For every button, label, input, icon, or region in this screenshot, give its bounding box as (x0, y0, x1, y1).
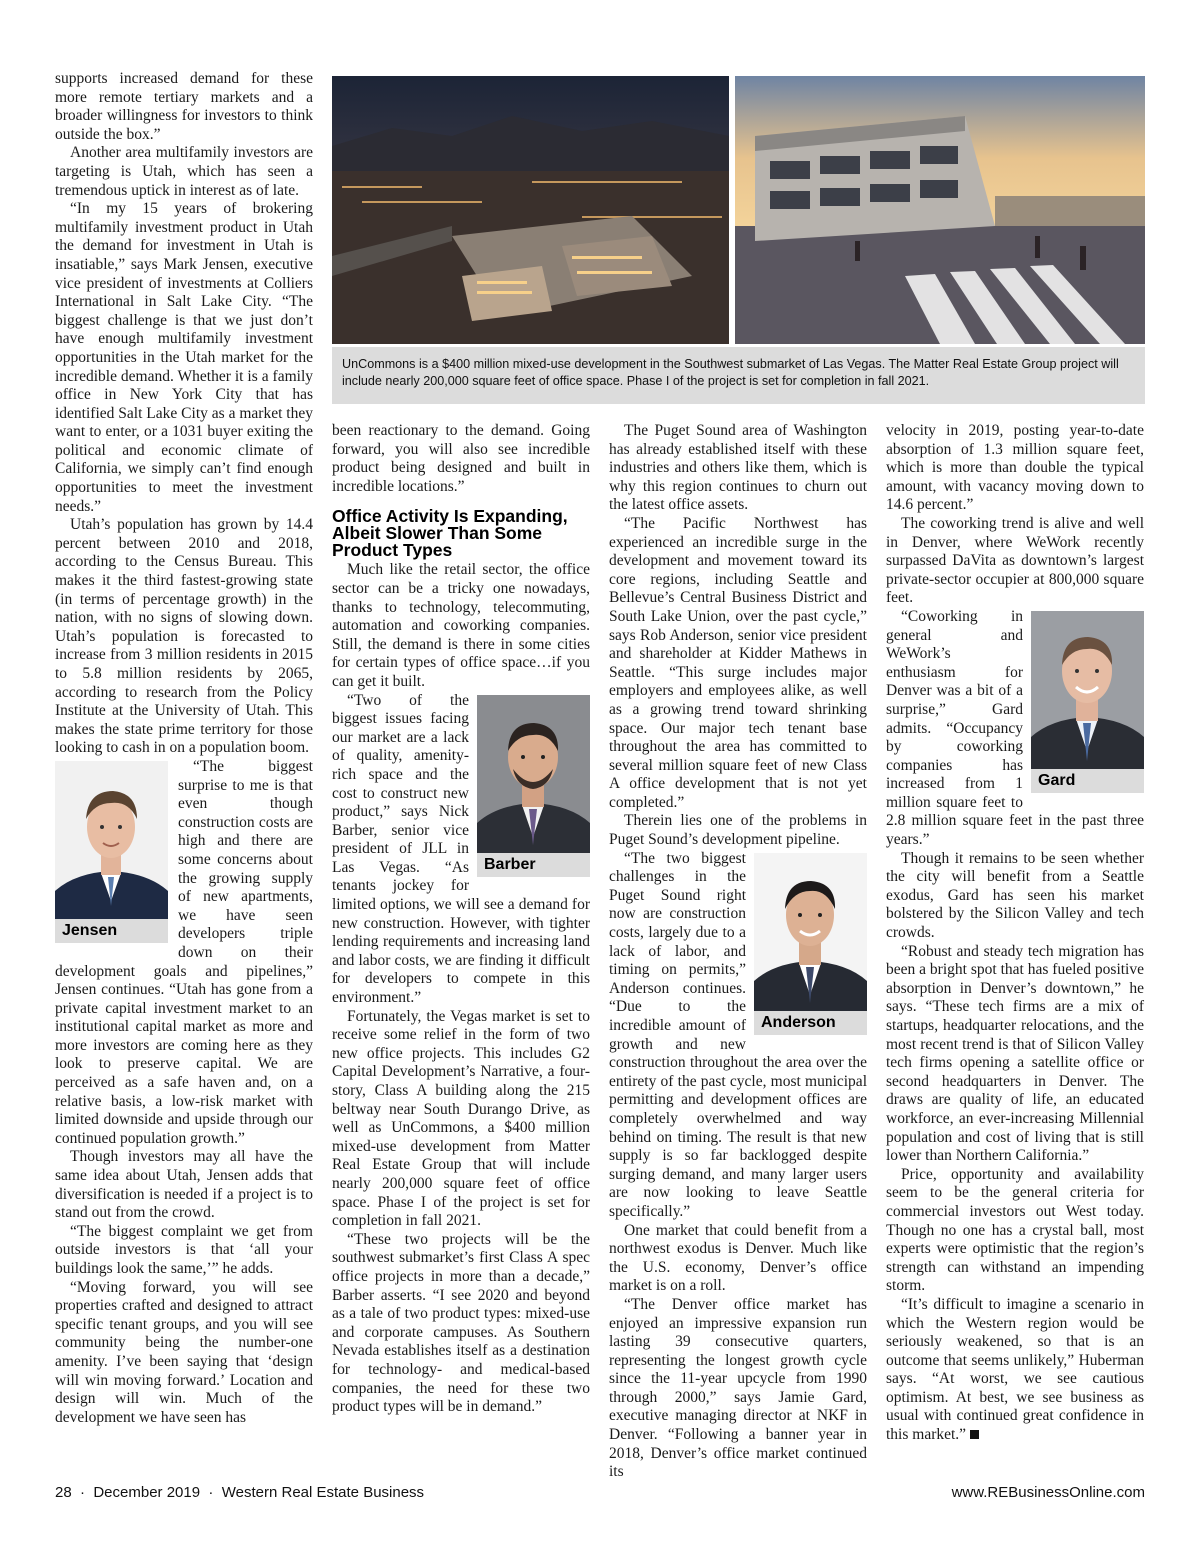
footer-folio: 28 · December 2019 · Western Real Estate Business (55, 1484, 425, 1501)
paragraph: “Robust and steady tech migration has been a bright spot that has fueled positive absorption in Denver’s downtown,” he says. “These tech firms are a mix of startups, headquarter relocations, and the most recent trend is that of Silicon Valley tech firms opening a satellite office or second headquarters in Denver. The draws are quality of life, an educated workforce, an ever-increasing Millennial population and cost of living that is still lower than Northern California.” (886, 942, 1144, 1165)
uncommons-street-rendering (735, 76, 1145, 344)
paragraph: “Moving forward, you will see properties crafted and designed to attract specific tenant groups, and you will see community being the number-one amenity. I’ve been saying that ‘design will win moving forward.’ Location and design will win. Much of the development we have seen has (55, 1278, 313, 1426)
paragraph: been reactionary to the demand. Going forward, you will also see incredible product being designed and built in incredible locations.” (332, 422, 590, 495)
paragraph: “Coworking in general and WeWork’s enthusiasm for Denver was a bit of a surprise,” Gard admits. “Occupancy by coworking companies has increased from 1 million square feet to 2.8 million square feet in the past three years.” (886, 607, 1144, 849)
paragraph: “Two of the biggest issues facing our market are a lack of quality, amenity-rich space and the cost to construct new product,” says Nick Barber, senior vice president of JLL in Las Vegas. “As tenants jockey for limited options, we will see a demand for new construction. However, with tighter lending requirements and increasing land and labor costs, we are finding it difficult for developers to compete in this environment.” (332, 691, 590, 1007)
paragraph: Another area multifamily investors are targeting is Utah, which has seen a tremendous uptick in interest as of late. (55, 144, 313, 199)
article-column-1 (55, 70, 313, 1427)
paragraph: Utah’s population has grown by 14.4 percent between 2010 and 2018, according to the Census Bureau. This makes it the third fastest-growing state (in terms of percentage growth) in the nation, with no signs of slowing down. Utah’s population is forecasted to increase from 3 million residents in 2015 to 5.8 million residents by 2065, according to research from the Policy Institute at the University of Utah. This makes the state prime territory for those looking to cash in on a population boom. (55, 516, 313, 757)
jensen-portrait (55, 761, 168, 919)
paragraph: Though investors may all have the same idea about Utah, Jensen adds that diversification is needed if a project is to stand out from the crowd. (55, 1148, 313, 1222)
headshot-label-barber: Barber (477, 853, 590, 877)
paragraph-final (886, 1296, 1144, 1445)
paragraph: Fortunately, the Vegas market is set to receive some relief in the form of two new office projects. This includes G2 Capital Development’s Narrative, a four-story, Class A building along the 215 beltway near South Durango Drive, as well as UnCommons, a $400 million mixed-use development from Matter Real Estate Group that will include nearly 200,000 square feet of office space. Phase I of the project is set for completion in fall 2021. (332, 1007, 590, 1230)
paragraph: One market that could benefit from a northwest exodus is Denver. Much like the U.S. economy, Denver’s office market is on a roll. (609, 1221, 867, 1295)
headshot-label-jensen: Jensen (55, 919, 168, 943)
headshot-label-gard: Gard (1031, 769, 1144, 793)
headshot-anderson (754, 853, 867, 1035)
paragraph: “In my 15 years of brokering multifamily investment product in Utah the demand for investment in Utah is insatiable,” says Mark Jensen, executive vice president of investments at Colliers International in Salt Lake City. “The biggest challenge is that we just don’t have enough multifamily investment opportunities in the Utah market for the incredible demand. Whether it is a family office in New York City that has identified Salt Lake City as a market they want to enter, or a 1031 buyer exiting the political and economic climate of California, we simply can’t find enough opportunities to meet the investment needs.” (55, 200, 313, 515)
paragraph: Much like the retail sector, the office sector can be a tricky one nowadays, thanks to technology, telecommuting, automation and coworking companies. Still, the demand is there in some cities for certain types of office space…if you can get it built. (332, 561, 590, 690)
gard-portrait (1031, 611, 1144, 769)
article-column-2 (332, 422, 590, 1417)
anderson-portrait (754, 853, 867, 1011)
section-subhead: Office Activity Is Expanding, Albeit Slower Than Some Product Types (332, 506, 568, 561)
paragraph: Though it remains to be seen whether the city will benefit from a Seattle exodus, Gard has seen his market bolstered by the Silicon Valley and tech crowds. (886, 849, 1144, 942)
barber-portrait (477, 695, 590, 853)
headshot-label-anderson: Anderson (754, 1011, 867, 1035)
paragraph: The coworking trend is alive and well in Denver, where WeWork recently surpassed DaVita as downtown’s largest private-sector occupier at 800,000 square feet. (886, 514, 1144, 607)
paragraph: “These two projects will be the southwest submarket’s first Class A spec office projects in more than a decade,” Barber asserts. “I see 2020 and beyond as a tale of two product types: mixed-use and corporate campuses. As Southern Nevada establishes itself as a destination for technology- and medical-based companies, the need for these two product types will be in demand.” (332, 1230, 590, 1416)
paragraph: Price, opportunity and availability seem to be the general criteria for commercial investors out West today. Though no one has a crystal ball, most experts were optimistic that the region’s strength can withstand an impending storm. (886, 1165, 1144, 1295)
paragraph: “The biggest complaint we get from outside investors is that ‘all your buildings look the same,’” he adds. (55, 1222, 313, 1277)
photo-strip (332, 76, 1145, 404)
article-column-4 (886, 422, 1144, 1445)
paragraph: “The Pacific Northwest has experienced an incredible surge in the development and movement toward its core regions, including Seattle and Bellevue’s Central Business District and South Lake Union, over the past cycle,” says Rob Anderson, senior vice president and shareholder at Kidder Mathews in Seattle. “This surge includes major employers and employees alike, as well as a growing trend toward shrinking space. Our major tech tenant base throughout the area has committed to several million square feet of new Class A office development that is not yet completed.” (609, 514, 867, 811)
photo-caption-box (332, 347, 1145, 404)
paragraph: Therein lies one of the problems in Puget Sound’s development pipeline. (609, 812, 867, 849)
paragraph: “The two biggest challenges in the Puget Sound right now are construction costs, largely due to a lack of labor, and timing on permits,” Anderson continues. “Due to the incredible amount of growth and new construction throughout the area over the entirety of the past cycle, most municipal permitting and development offices are completely overwhelmed and way behind on timing. The result is that new supply is so far backlogged despite surging demand, and many larger users are now looking to leave Seattle specifically.” (609, 849, 867, 1220)
paragraph: “The Denver office market has enjoyed an impressive expansion run lasting 39 consecutive quarters, representing the longest growth cycle since the 11-year upcycle from 1990 through 2000,” says Jamie Gard, executive managing director at NKF in Denver. “Following a banner year in 2018, Denver’s office market continued its (609, 1295, 867, 1481)
headshot-gard (1031, 611, 1144, 793)
photo-caption: UnCommons is a $400 million mixed-use development in the Southwest submarket of Las Vegas. The Matter Real Estate Group project will include nearly 200,000 square feet of office space. Phase I of the project is set for completion in fall 2021. (342, 357, 1119, 388)
article-column-3 (609, 422, 867, 1482)
paragraph: The Puget Sound area of Washington has already established itself with these industries and others like them, which is why this region continues to churn out the latest office assets. (609, 422, 867, 514)
footer-website-link[interactable]: www.REBusinessOnline.com (951, 1484, 1145, 1501)
paragraph: velocity in 2019, posting year-to-date absorption of 1.3 million square feet, which is more than double the typical amount, with vacancy moving down to 14.6 percent.” (886, 422, 1144, 514)
headshot-barber (477, 695, 590, 877)
paragraph: supports increased demand for these more remote tertiary markets and a broader willingness for investors to think outside the box.” (55, 70, 313, 143)
paragraph: “The biggest surprise to me is that even though construction costs are high and there are some concerns about the growing supply of new apartments, we have seen developers triple down on their development goals and pipelines,” Jensen continues. “Utah has gone from a private capital investment market to an institutional capital market as more and more investors are coming here as they look to preserve capital. We are perceived as a safe haven and, on a relative basis, a low-risk market with limited downside and upside through our continued population growth.” (55, 757, 313, 1147)
paragraph-final-text: “It’s difficult to imagine a scenario in which the Western region would be seriously weakened, so that is an outcome that seems unlikely,” Huberman says. “At worst, we see cautious optimism. At best, we see business as usual with continued great confidence in this market.” (886, 1295, 1144, 1444)
headshot-jensen (55, 761, 168, 943)
uncommons-aerial-photo (332, 76, 729, 344)
end-mark-icon (970, 1430, 979, 1439)
